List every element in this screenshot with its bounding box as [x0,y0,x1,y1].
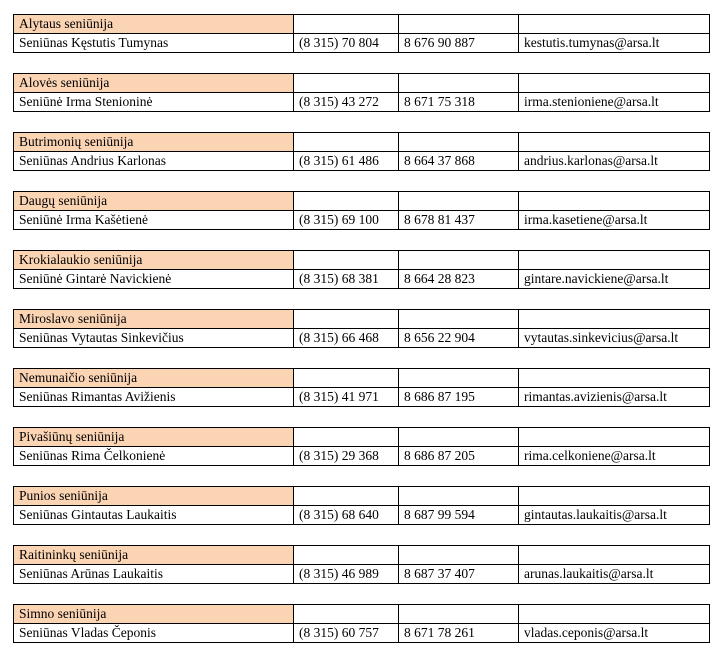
eldership-header-row [14,428,710,447]
eldership-header-row [14,546,710,565]
empty-cell [399,310,519,329]
eldership-table [13,309,710,348]
office-phone: (8 315) 61 486 [294,152,399,171]
eldership-name: Daugų seniūnija [14,192,294,211]
email-address[interactable]: vladas.ceponis@arsa.lt [519,624,710,643]
empty-cell [519,428,710,447]
email-address[interactable]: rimantas.avizienis@arsa.lt [519,388,710,407]
empty-cell [519,310,710,329]
email-address[interactable]: rima.celkoniene@arsa.lt [519,447,710,466]
eldership-name: Alovės seniūnija [14,74,294,93]
email-address[interactable]: andrius.karlonas@arsa.lt [519,152,710,171]
empty-cell [519,605,710,624]
eldership-name: Miroslavo seniūnija [14,310,294,329]
eldership-table [13,368,710,407]
elder-contact-row [14,447,710,466]
mobile-phone: 8 687 99 594 [399,506,519,525]
empty-cell [294,310,399,329]
empty-cell [294,133,399,152]
eldership-table [13,427,710,466]
eldership-name: Krokialaukio seniūnija [14,251,294,270]
elder-contact-row [14,152,710,171]
empty-cell [399,251,519,270]
office-phone: (8 315) 68 381 [294,270,399,289]
eldership-table [13,604,710,643]
eldership-header-row [14,369,710,388]
empty-cell [294,546,399,565]
eldership-table [13,73,710,112]
elder-contact-row [14,34,710,53]
empty-cell [399,369,519,388]
office-phone: (8 315) 46 989 [294,565,399,584]
eldership-name: Raitininkų seniūnija [14,546,294,565]
empty-cell [519,192,710,211]
empty-cell [399,74,519,93]
empty-cell [294,428,399,447]
eldership-name: Alytaus seniūnija [14,15,294,34]
email-address[interactable]: irma.stenioniene@arsa.lt [519,93,710,112]
empty-cell [519,251,710,270]
eldership-table [13,250,710,289]
elder-contact-row [14,388,710,407]
eldership-name: Nemunaičio seniūnija [14,369,294,388]
empty-cell [519,546,710,565]
email-address[interactable]: vytautas.sinkevicius@arsa.lt [519,329,710,348]
empty-cell [294,605,399,624]
eldership-name: Pivašiūnų seniūnija [14,428,294,447]
elder-name: Seniūnė Irma Kašėtienė [14,211,294,230]
eldership-table [13,191,710,230]
empty-cell [399,133,519,152]
office-phone: (8 315) 41 971 [294,388,399,407]
email-address[interactable]: kestutis.tumynas@arsa.lt [519,34,710,53]
elder-contact-row [14,211,710,230]
mobile-phone: 8 664 37 868 [399,152,519,171]
empty-cell [519,133,710,152]
office-phone: (8 315) 68 640 [294,506,399,525]
eldership-header-row [14,74,710,93]
mobile-phone: 8 687 37 407 [399,565,519,584]
mobile-phone: 8 678 81 437 [399,211,519,230]
eldership-header-row [14,133,710,152]
empty-cell [294,487,399,506]
elder-name: Seniūnė Gintarė Navickienė [14,270,294,289]
eldership-name: Butrimonių seniūnija [14,133,294,152]
elder-contact-row [14,565,710,584]
mobile-phone: 8 671 78 261 [399,624,519,643]
empty-cell [399,15,519,34]
elder-contact-row [14,93,710,112]
office-phone: (8 315) 66 468 [294,329,399,348]
eldership-header-row [14,605,710,624]
mobile-phone: 8 676 90 887 [399,34,519,53]
mobile-phone: 8 656 22 904 [399,329,519,348]
eldership-header-row [14,487,710,506]
email-address[interactable]: gintare.navickiene@arsa.lt [519,270,710,289]
office-phone: (8 315) 69 100 [294,211,399,230]
empty-cell [519,487,710,506]
elder-name: Seniūnas Gintautas Laukaitis [14,506,294,525]
eldership-table [13,132,710,171]
email-address[interactable]: arunas.laukaitis@arsa.lt [519,565,710,584]
empty-cell [399,428,519,447]
empty-cell [519,369,710,388]
elder-name: Seniūnas Vytautas Sinkevičius [14,329,294,348]
mobile-phone: 8 686 87 205 [399,447,519,466]
elder-name: Seniūnas Rima Čelkonienė [14,447,294,466]
empty-cell [294,251,399,270]
office-phone: (8 315) 60 757 [294,624,399,643]
empty-cell [399,605,519,624]
elder-name: Seniūnas Kęstutis Tumynas [14,34,294,53]
empty-cell [294,192,399,211]
eldership-name: Simno seniūnija [14,605,294,624]
elder-name: Seniūnas Vladas Čeponis [14,624,294,643]
eldership-header-row [14,15,710,34]
mobile-phone: 8 671 75 318 [399,93,519,112]
eldership-table [13,545,710,584]
elder-name: Seniūnas Arūnas Laukaitis [14,565,294,584]
mobile-phone: 8 686 87 195 [399,388,519,407]
elder-name: Seniūnas Andrius Karlonas [14,152,294,171]
empty-cell [294,15,399,34]
eldership-table [13,486,710,525]
elder-contact-row [14,624,710,643]
email-address[interactable]: gintautas.laukaitis@arsa.lt [519,506,710,525]
empty-cell [399,546,519,565]
empty-cell [294,74,399,93]
elder-contact-row [14,270,710,289]
email-address[interactable]: irma.kasetiene@arsa.lt [519,211,710,230]
eldership-table [13,14,710,53]
elder-contact-row [14,506,710,525]
eldership-name: Punios seniūnija [14,487,294,506]
elder-contact-row [14,329,710,348]
elderships-contact-list [13,14,710,663]
eldership-header-row [14,251,710,270]
eldership-header-row [14,192,710,211]
empty-cell [519,74,710,93]
empty-cell [519,15,710,34]
eldership-header-row [14,310,710,329]
office-phone: (8 315) 70 804 [294,34,399,53]
office-phone: (8 315) 29 368 [294,447,399,466]
elder-name: Seniūnė Irma Stenioninė [14,93,294,112]
mobile-phone: 8 664 28 823 [399,270,519,289]
elder-name: Seniūnas Rimantas Avižienis [14,388,294,407]
empty-cell [294,369,399,388]
empty-cell [399,192,519,211]
empty-cell [399,487,519,506]
office-phone: (8 315) 43 272 [294,93,399,112]
